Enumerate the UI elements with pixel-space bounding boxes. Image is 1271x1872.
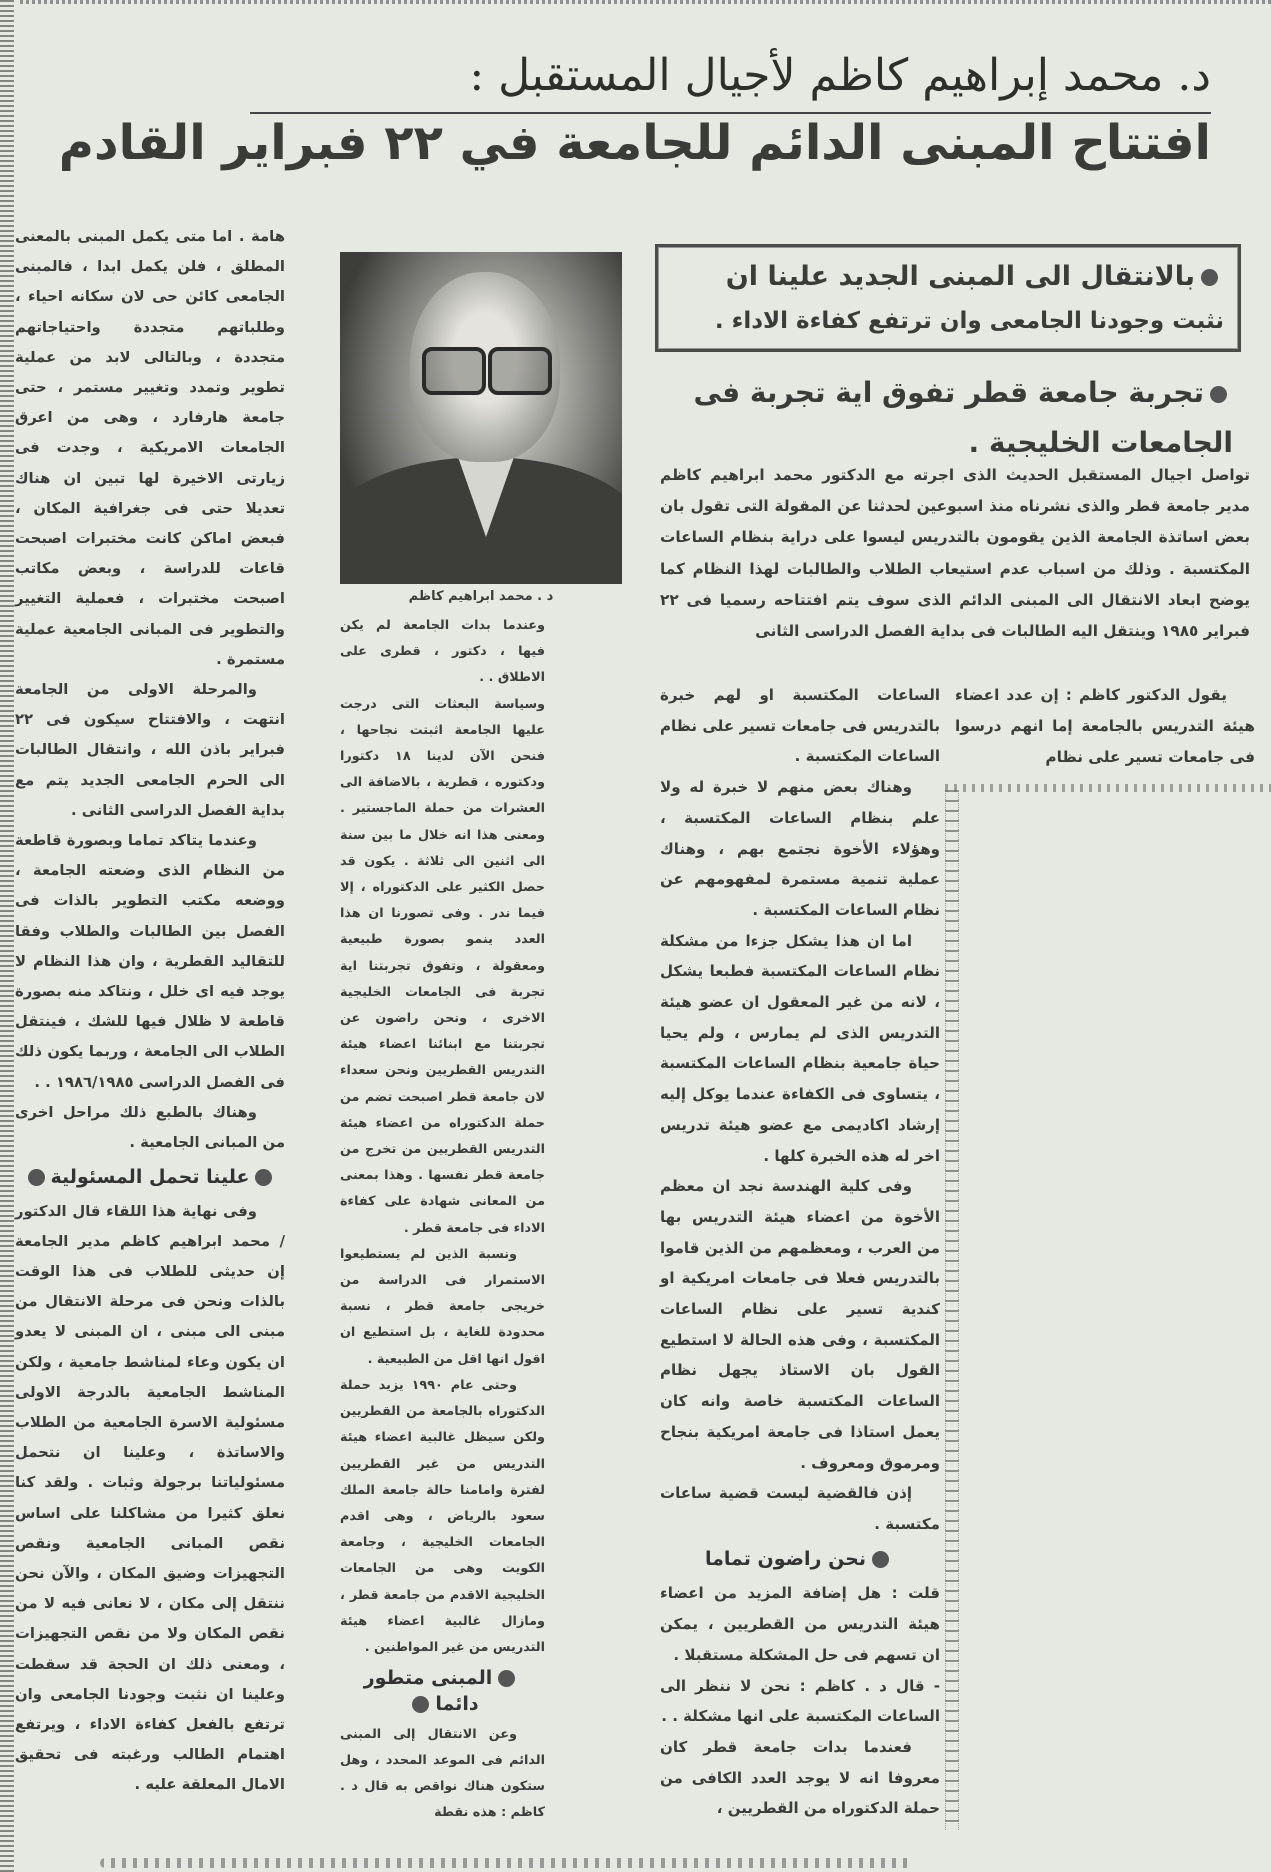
kicker-rule xyxy=(250,112,1211,114)
subheading xyxy=(660,1544,940,1575)
decorative-bottom-border xyxy=(100,1858,911,1868)
article-headline: افتتاح المبنى الدائم للجامعة في ٢٢ فبراير القادم xyxy=(58,115,1211,171)
paragraph: هامة . اما متى يكمل المبنى بالمعنى المطلق ، فلن يكمل ابدا ، فالمبنى الجامعى كائن حى لان سكانه احياء ، وطلباتهم متجددة واحتياجاتهم متجددة ، وبالتالى لابد من عملية تطوير وتمدد وتغيير مستمر ، حتى جامعة هارفارد ، وهى من اعرق الجامعات الامريكية ، وجدت فى زيارتى الاخيرة لها تبين ان هناك تعديلا حتى فى جغرافية المكان ، فبعض اماكن كانت مختبرات اصبحت قاعات للدراسة ، وبعض مكاتب اصبحت مختبرات ، فعملية التغيير والتطوير فى المبانى الجامعية عملية مستمرة . xyxy=(15,228,285,668)
pullquote-line: نثبت وجودنا الجامعى وان ترتفع كفاءة الاداء . xyxy=(714,308,1224,334)
decorative-rope-border xyxy=(945,784,1271,792)
pullquote-box xyxy=(655,244,1241,352)
photo-caption: د . محمد ابراهيم كاظم xyxy=(408,589,554,604)
paragraph: وفى كلية الهندسة نجد ان معظم الأخوة من اعضاء هيئة التدريس بها من العرب ، ومعظمهم من الذين قاموا بالتدريس فعلا فى جامعات امريكية او كندية تسير على نظام الساعات المكتسبة ، وفى هذه الحالة لا استطيع القول بان الاستاذ يجهل نظام الساعات المكتسبة خاصة وانه كان يعمل استاذا فى جامعة امريكية بنجاح ومرموق ومعروف . xyxy=(660,1177,940,1472)
photo-glasses xyxy=(422,347,486,395)
article-kicker: د. محمد إبراهيم كاظم لأجيال المستقبل : xyxy=(469,50,1211,101)
paragraph: وعندما بدات الجامعة لم يكن فيها ، دكتور ، قطرى على الاطلاق . . xyxy=(340,618,545,686)
paragraph: وهناك بالطبع ذلك مراحل اخرى من المبانى الجامعية . xyxy=(15,1103,285,1152)
paragraph: وهناك بعض منهم لا خبرة له ولا علم بنظام الساعات المكتسبة ، وهؤلاء الأخوة نجتمع بهم ، وهناك عملية تنمية مستمرة لمفهومهم عن نظام الساعات المكتسبة . xyxy=(660,778,940,919)
photo-glasses xyxy=(488,347,552,395)
decorative-left-border xyxy=(0,0,14,1872)
bullet-icon xyxy=(498,1670,515,1687)
article-intro: تواصل اجيال المستقبل الحديث الذى اجرته مع الدكتور محمد ابراهيم كاظم مدير جامعة قطر والذى نشرناه منذ اسبوعين لحدثنا عن المقولة التى تقول بان بعض اساتذة الجامعة الذين يقومون بالتدريس ليسوا على دراية بنظام الساعات المكتسبة . وذلك من اسباب عدم استيعاب الطلاب والطالبات لهذا النظام كما يوضح ابعاد الانتقال الى المبنى الدائم الذى سوف يتم افتتاحه رسميا فى ٢٢ فبراير ١٩٨٥ وينتقل اليه الطالبات فى بداية الفصل الدراسى الثانى xyxy=(660,466,1250,641)
paragraph: وعن الانتقال إلى المبنى الدائم فى الموعد المحدد ، وهل ستكون هناك نواقص به قال د . كاظم : هذه نقطة xyxy=(340,1726,545,1821)
bullet-icon xyxy=(1201,269,1218,286)
portrait-photo xyxy=(340,252,622,584)
subheading xyxy=(340,1665,545,1717)
pullquote-2 xyxy=(668,368,1233,468)
paragraph: - قال د . كاظم : نحن لا ننظر الى الساعات المكتسبة على انها مشكلة . . xyxy=(660,1676,940,1726)
paragraph: قلت : هل إضافة المزيد من اعضاء هيئة التدريس من القطريين ، يمكن ان تسهم فى حل المشكلة مستقبلا . xyxy=(660,1584,940,1664)
bullet-icon xyxy=(1210,386,1227,403)
paragraph: فعندما بدات جامعة قطر كان معروفا انه لا يوجد العدد الكافى من حملة الدكتوراه من القطريين ، xyxy=(660,1737,940,1818)
pullquote-text: بالانتقال الى المبنى الجديد علينا ان xyxy=(725,261,1195,292)
pullquote-text: تجربة جامعة قطر تفوق اية تجربة فى الجامعات الخليجية . xyxy=(693,376,1233,459)
bullet-icon xyxy=(28,1169,45,1186)
subheading xyxy=(15,1162,285,1192)
paragraph: وحتى عام ١٩٩٠ يزيد حملة الدكتوراه بالجامعة من القطريين ولكن سيظل غالبية اعضاء هيئة التدريس من غير القطريين لفترة وامامنا حالة جامعة الملك سعود بالرياض ، وهى اقدم الجامعات الخليجية ، وجامعة الكويت وهى من الجامعات الخليجية الاقدم من جامعة قطر ، ومازال غالبية اعضاء هيئة التدريس من غير المواطنين . xyxy=(340,1377,545,1655)
paragraph: ونسبة الذين لم يستطيعوا الاستمرار فى الدراسة من خريجى جامعة قطر ، نسبة محدودة للغاية ، بل استطيع ان اقول انها اقل من الطبيعية . xyxy=(340,1246,545,1367)
decorative-rope-border xyxy=(945,790,959,1830)
subheading-text: نحن راضون تماما xyxy=(705,1547,866,1570)
paragraph: يقول الدكتور كاظم : إن عدد اعضاء هيئة التدريس بالجامعة إما انهم درسوا فى جامعات تسير على نظام xyxy=(955,686,1255,767)
bullet-icon xyxy=(412,1696,429,1713)
top-rule xyxy=(20,0,1271,4)
column-3 xyxy=(660,680,940,1824)
bullet-icon xyxy=(255,1169,272,1186)
paragraph: الساعات المكتسبة او لهم خبرة بالتدريس فى جامعات تسير على نظام الساعات المكتسبة . xyxy=(660,686,940,766)
subheading-text: علينا تحمل المسئولية xyxy=(50,1166,250,1189)
paragraph: إذن فالقضية ليست قضية ساعات مكتسبة . xyxy=(660,1484,940,1533)
pullquote-line xyxy=(672,255,1224,299)
paragraph: والمرحلة الاولى من الجامعة انتهت ، والافتتاح سيكون فى ٢٢ فبراير باذن الله ، وانتقال الطالبات الى الحرم الجامعى الجديد يتم مع بداية الفصل الدراسى الثانى . xyxy=(15,681,285,819)
bullet-icon xyxy=(872,1551,889,1568)
column-2 xyxy=(340,613,545,1826)
subheading-text: المبنى متطور دائما xyxy=(363,1667,493,1716)
paragraph: وسياسة البعثات التى درجت عليها الجامعة اثبتت نجاحها ، فنحن الآن لدينا ١٨ دكتورا ودكتوره ، قطرية ، بالاضافة الى العشرات من حملة الماجستير . ومعنى هذا انه خلال ما بين سنة الى اثنين الى ثلاثة . يكون قد حصل الكثير على الدكتوراه ، إلا فيما ندر . وفى تصورنا ان هذا العدد ينمو بصورة طبيعية ومعقولة ، وتفوق تجربتنا اية تجربة فى الجامعات الخليجية الاخرى ، ونحن راضون عن تجربتنا مع ابنائنا اعضاء هيئة التدريس القطريين ونحن سعداء لان جامعة قطر اصبحت تضم من حملة الدكتوراه من اعضاء هيئة التدريس القطريين من تخرج من جامعة قطر نفسها . وهذا بمعنى من المعانى شهادة على كفاءة الاداء فى جامعة قطر . xyxy=(340,696,545,1236)
paragraph: وفى نهاية هذا اللقاء قال الدكتور / محمد ابراهيم كاظم مدير الجامعة إن حديثى للطلاب فى هذا الوقت بالذات ونحن فى مرحلة الانتقال من مبنى الى مبنى ، ان المبنى لا يعدو ان يكون وعاء لمناشط جامعية ، ولكن المناشط الجامعية بالدرجة الاولى مسئولية الاسرة الجامعية من الطلاب والاساتذة ، وعلينا ان نتحمل مسئولياتنا برجولة وثبات . ولقد كنا نعلق كثيرا من مشاكلنا على اساس نقص المبانى الجامعية ونقص التجهيزات وضيق المكان ، والآن نحن ننتقل إلى مكان ، لا نعانى فيه لا من نقص المكان ولا من نقص التجهيزات ، ومعنى ذلك ان الحجة قد سقطت وعلينا ان نثبت وجودنا الجامعى وان ترتفع بالفعل كفاءة الاداء ، ويرتفع اهتمام الطالب ورغبته فى تحقيق الامال المعلقة عليه . xyxy=(15,1202,285,1794)
column-4 xyxy=(955,680,1255,774)
paragraph: اما ان هذا يشكل جزءا من مشكلة نظام الساعات المكتسبة فطبعا يشكل ، لانه من غير المعقول ان عضو هيئة التدريس الذى لم يمارس ، ولم يحيا حياة جامعية بنظام الساعات المكتسبة ، يتساوى فى الكفاءة عندما يوكل إليه إرشاد اكاديمى مع عضو هيئة تدريس اخر له هذه الخبرة كلها . xyxy=(660,931,940,1165)
column-1 xyxy=(15,222,285,1801)
paragraph: وعندما يتاكد تماما وبصورة قاطعة من النظام الذى وضعته الجامعة ، ووضعه مكتب التطوير بالذات فى الفصل بين الطالبات والطلاب وفقا للتقاليد القطرية ، وان هذا النظام لا يوجد فيه اى خلل ، ونتاكد منه بصورة قاطعة لا ظلال فيها للشك ، فينتقل الطلاب الى الجامعة ، وربما يكون ذلك فى الفصل الدراسى ١٩٨٦/١٩٨٥ . . xyxy=(15,832,285,1091)
